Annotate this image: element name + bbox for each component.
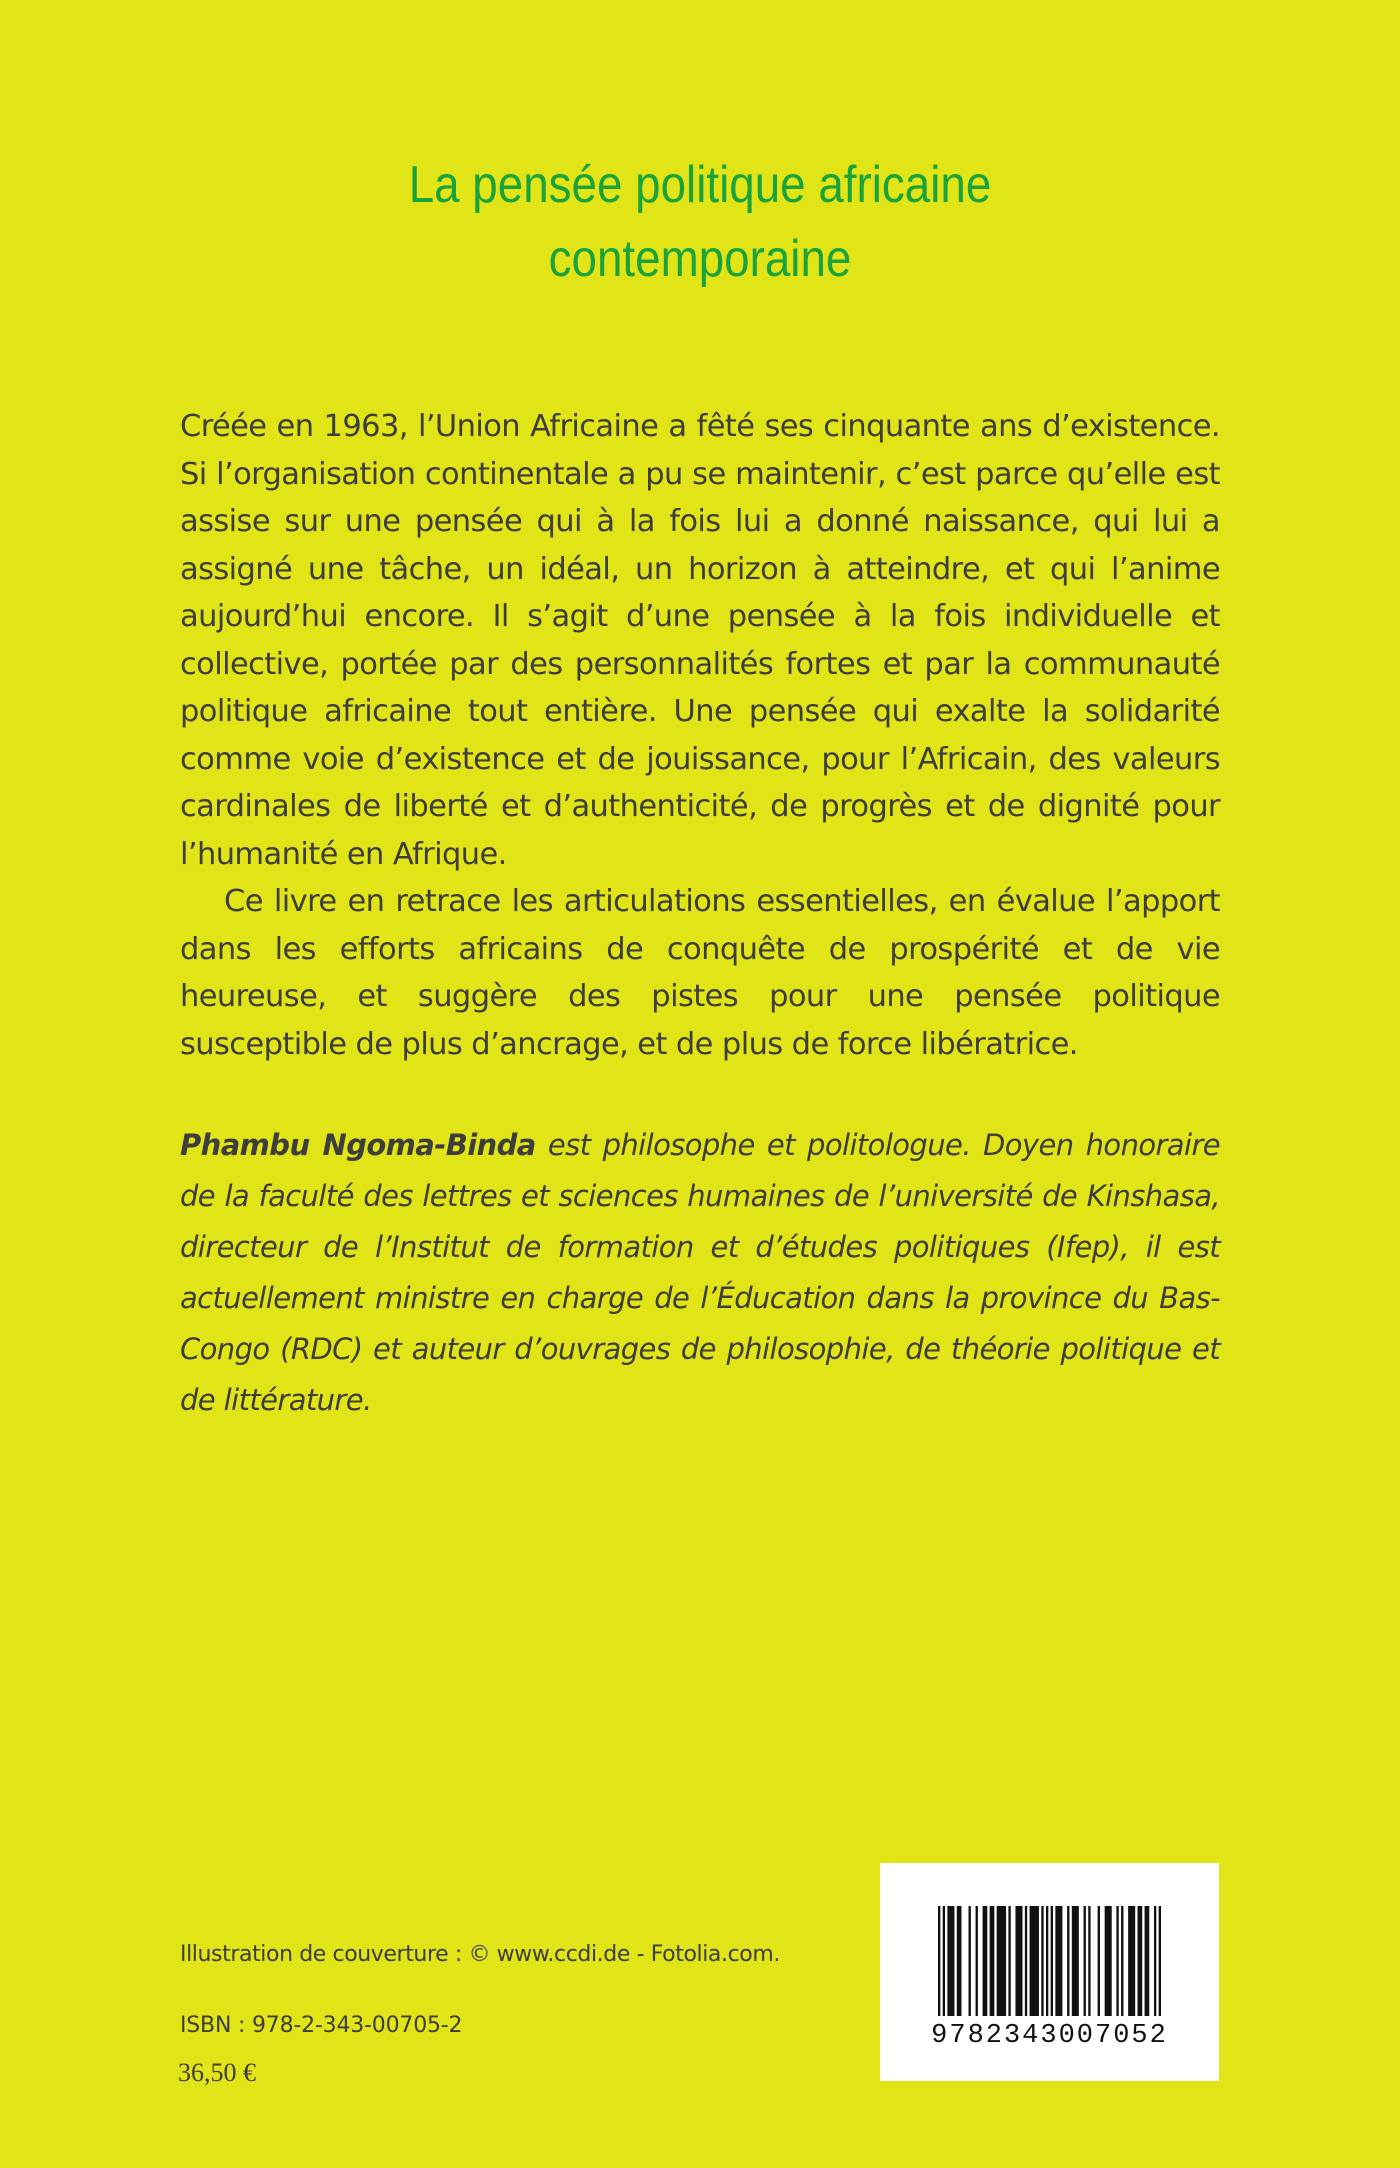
barcode-bar — [1072, 1906, 1079, 2016]
barcode-bar — [1067, 1906, 1069, 2016]
barcode-bar — [1008, 1906, 1010, 2016]
barcode-bar — [1138, 1906, 1143, 2016]
barcode-bar — [1145, 1906, 1150, 2016]
barcode-bar — [976, 1906, 978, 2016]
barcode-bar — [1154, 1906, 1156, 2016]
barcode-bar — [1084, 1906, 1086, 2016]
barcode-bar — [938, 1906, 940, 2016]
barcode-image — [938, 1906, 1161, 2016]
barcode-bar — [1041, 1906, 1043, 2016]
barcode-bar — [1015, 1906, 1022, 2016]
isbn-number: ISBN : 978-2-343-00705-2 — [180, 2013, 463, 2038]
cover-illustration-credit: Illustration de couverture : © www.ccdi.de - Fotolia.com. — [180, 1942, 780, 1967]
book-blurb — [180, 403, 1220, 1068]
author-bio-text: est philosophe et politologue. Doyen honoraire de la faculté des lettres et sciences humaines de l’université de Kinshasa, directeur de l’Institut de formation et d’études politiques (Ifep), il est actuellement ministre en charge de l’Éducation dans la province du Bas-Congo (RDC) et auteur d’ouvrages de philosophie, de théorie politique et de littérature. — [180, 1128, 1221, 1417]
barcode-bar — [947, 1906, 954, 2016]
book-title-line-1: La pensée politique africaine — [408, 156, 992, 214]
barcode-bar — [1105, 1906, 1112, 2016]
barcode-bar — [997, 1906, 1006, 2016]
barcode-bar — [1088, 1906, 1090, 2016]
book-title — [84, 148, 1316, 296]
book-title-line-2: contemporaine — [548, 230, 852, 288]
barcode-bar — [1030, 1906, 1039, 2016]
barcode-bar — [1098, 1906, 1100, 2016]
book-price: 36,50 € — [178, 2058, 256, 2087]
barcode-bar — [943, 1906, 945, 2016]
barcode-bar — [969, 1906, 971, 2016]
barcode-bar — [1116, 1906, 1118, 2016]
barcode-bar — [1051, 1906, 1053, 2016]
barcode-bar — [1025, 1906, 1027, 2016]
author-name: Phambu Ngoma-Binda — [180, 1128, 536, 1162]
barcode-bar — [1121, 1906, 1123, 2016]
blurb-paragraph-2: Ce livre en retrace les articulations essentielles, en évalue l’apport dans les efforts africains de conquête de prospérité et de vie heureuse, et suggère des pistes pour une pensée politique susceptible de plus d’ancrage, et de plus de force libératrice. — [180, 884, 1220, 1062]
barcode-bar — [983, 1906, 988, 2016]
barcode-bar — [1159, 1906, 1161, 2016]
barcode-bar — [1128, 1906, 1135, 2016]
author-bio — [180, 1120, 1220, 1426]
blurb-paragraph-1: Créée en 1963, l’Union Africaine a fêté ses cinquante ans d’existence. Si l’organisation continentale a pu se maintenir, c’est parce qu’elle est assise sur une pensée qui à la fois lui a donné naissance, qui lui a assigné une tâche, un idéal, un horizon à atteindre, et qui l’anime aujourd’hui encore. Il s’agit d’une pensée à la fois individuelle et collective, portée par des personnalités fortes et par la communauté politique africaine tout entière. Une pensée qui exalte la solidarité comme voie d’existence et de jouissance, pour l’Africain, des valeurs cardinales de liberté et d’authenticité, de progrès et de dignité pour l’humanité en Afrique. — [180, 409, 1220, 872]
barcode-digits: 9782343007052 — [931, 2021, 1168, 2051]
barcode-bar — [990, 1906, 995, 2016]
barcode-bar — [957, 1906, 962, 2016]
barcode-bar — [1055, 1906, 1062, 2016]
barcode-panel — [880, 1863, 1219, 2081]
barcode-bar — [1046, 1906, 1048, 2016]
